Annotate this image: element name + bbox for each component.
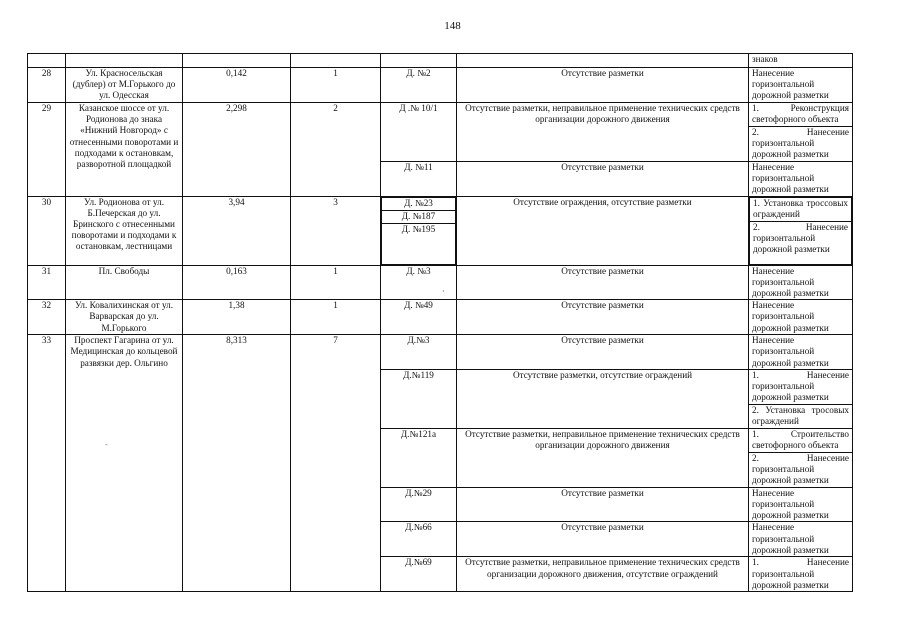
house-cell: Д.№69 <box>381 557 457 592</box>
street-cell: Ул. Ковалихинская от ул. Варварская до ул. М.Горького <box>66 300 183 335</box>
row-number: 32 <box>28 300 66 335</box>
length-cell: 0,163 <box>183 265 291 300</box>
house-cell: Д. №23 <box>382 197 456 210</box>
measure-cell: Нанесение горизонтальной дорожной разметки <box>749 300 853 335</box>
table-row <box>28 265 853 300</box>
house-cell: Д.№66 <box>381 522 457 557</box>
defect-cell: Отсутствие разметки, неправильное применение технических средств организации дорожного движения <box>457 103 749 162</box>
measure-cell: 1. Нанесение горизонтальной дорожной разметки <box>749 557 853 592</box>
measure-cell: Нанесение горизонтальной дорожной разметки <box>749 335 853 370</box>
measure-cell: 2. Нанесение горизонтальной дорожной разметки <box>749 127 853 162</box>
street-cell: Казанское шоссе от ул. Родионова до знака «Нижний Новгород» с отнесенными поворотами и подходами к остановкам, разворотной площадкой <box>66 103 183 197</box>
house-cell: Д. №187 <box>382 210 456 223</box>
row-number: 33 <box>28 335 66 592</box>
table-row-stub <box>28 54 853 68</box>
scan-mark: - <box>105 440 108 449</box>
defect-cell: Отсутствие разметки <box>457 300 749 335</box>
count-cell: 7 <box>291 335 381 592</box>
table-row <box>28 300 853 335</box>
page-number: 148 <box>444 20 461 32</box>
scan-speck: · <box>442 287 445 296</box>
measure-cell: Нанесение горизонтальной дорожной разметки <box>749 487 853 522</box>
measure-cell: Нанесение горизонтальной дорожной разметки <box>749 522 853 557</box>
house-cell: Д .№ 10/1 <box>381 103 457 162</box>
measure-cell: 1. Нанесение горизонтальной дорожной разметки <box>749 369 853 404</box>
length-cell: 2,298 <box>183 103 291 197</box>
house-cell: Д.№119 <box>381 369 457 428</box>
defect-cell: Отсутствие разметки <box>457 162 749 197</box>
measure-cell: 2. Нанесение горизонтальной дорожной разметки <box>750 221 852 264</box>
stub-measure: знаков <box>749 54 853 68</box>
measure-cell: Нанесение горизонтальной дорожной разметки <box>749 68 853 103</box>
count-cell: 1 <box>291 265 381 300</box>
count-cell: 3 <box>291 196 381 265</box>
defect-cell: Отсутствие разметки, отсутствие ограждений <box>457 369 749 428</box>
row-number: 28 <box>28 68 66 103</box>
house-list <box>381 197 456 265</box>
defect-cell: Отсутствие разметки <box>457 487 749 522</box>
measure-list-cell <box>749 196 853 265</box>
count-cell: 1 <box>291 300 381 335</box>
measure-list <box>749 197 852 265</box>
measure-cell: Нанесение горизонтальной дорожной разметки <box>749 265 853 300</box>
defect-cell: Отсутствие ограждения, отсутствие разметки <box>457 196 749 265</box>
table-row <box>28 103 853 127</box>
table-row <box>28 68 853 103</box>
house-list-cell <box>381 196 457 265</box>
house-cell: Д. №195 <box>382 223 456 264</box>
house-cell: Д.№29 <box>381 487 457 522</box>
house-cell: Д. №2 <box>381 68 457 103</box>
street-cell: Проспект Гагарина от ул. Медицинская до кольцевой развязки дер. Ольгино <box>66 335 183 592</box>
defect-cell: Отсутствие разметки <box>457 68 749 103</box>
table-row <box>28 196 853 265</box>
house-cell: Д. №11 <box>381 162 457 197</box>
measure-cell: 1. Установка тросcовых ограждений <box>750 197 852 221</box>
house-cell: Д. №3 <box>381 265 457 300</box>
defect-cell: Отсутствие разметки <box>457 265 749 300</box>
street-cell: Ул. Красносельская (дублер) от М.Горького до ул. Одесская <box>66 68 183 103</box>
defect-cell: Отсутствие разметки, неправильное применение технических средств организации дорожного движения, отсутствие ограждений <box>457 557 749 592</box>
length-cell: 1,38 <box>183 300 291 335</box>
table-row <box>28 335 853 370</box>
measure-cell: Нанесение горизонтальной дорожной разметки <box>749 162 853 197</box>
street-cell: Пл. Свободы <box>66 265 183 300</box>
count-cell: 2 <box>291 103 381 197</box>
row-number: 31 <box>28 265 66 300</box>
row-number: 30 <box>28 196 66 265</box>
measure-cell: 1. Реконструкция светофорного объекта <box>749 103 853 127</box>
street-cell: Ул. Родионова от ул. Б.Печерская до ул. Бринского с отнесенными поворотами и подходами к остановкам, лестницами <box>66 196 183 265</box>
length-cell: 8,313 <box>183 335 291 592</box>
house-cell: Д.№121а <box>381 428 457 487</box>
length-cell: 3,94 <box>183 196 291 265</box>
house-cell: Д.№3 <box>381 335 457 370</box>
row-number: 29 <box>28 103 66 197</box>
measure-cell: 2. Нанесение горизонтальной дорожной разметки <box>749 452 853 487</box>
count-cell: 1 <box>291 68 381 103</box>
measure-cell: 2. Установка тросовых ограждений <box>749 404 853 428</box>
measure-cell: 1. Строительство светофорного объекта <box>749 428 853 452</box>
length-cell: 0,142 <box>183 68 291 103</box>
defect-cell: Отсутствие разметки, неправильное применение технических средств организации дорожного движения <box>457 428 749 487</box>
defect-cell: Отсутствие разметки <box>457 335 749 370</box>
roads-table <box>27 53 853 592</box>
house-cell: Д. №49 <box>381 300 457 335</box>
defect-cell: Отсутствие разметки <box>457 522 749 557</box>
